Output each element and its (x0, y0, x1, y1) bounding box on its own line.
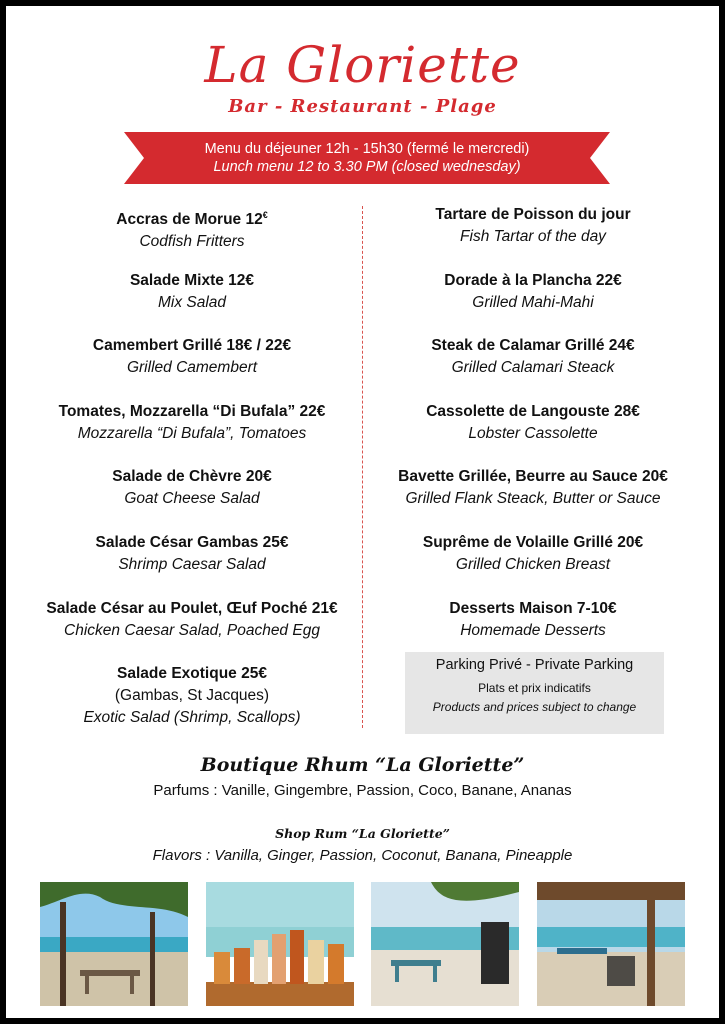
menu-item-name: Cassolette de Langouste 28€ (426, 402, 640, 420)
beach-tables-photo (371, 882, 519, 1006)
menu-item-translation: Mix Salad (157, 293, 227, 311)
menu-column-left (22, 204, 362, 729)
menu-item-name: Tartare de Poisson du jour (435, 206, 631, 223)
menu-item-translation: Fish Tartar of the day (460, 228, 606, 245)
menu-item (22, 466, 362, 532)
menu-item (363, 335, 703, 401)
menu-item (363, 401, 703, 467)
restaurant-subtitle: Bar - Restaurant - Plage (228, 96, 497, 117)
menu-item-name: Salade César au Poulet, Œuf Poché 21€ (46, 599, 338, 617)
menu-item (22, 204, 362, 270)
rum-shop-title-en: Shop Rum “La Gloriette” (275, 826, 450, 841)
beach-terrace-photo (40, 882, 188, 1006)
banner-line-en: Lunch menu 12 to 3.30 PM (closed wednesday) (213, 159, 521, 175)
menu-item-name: Salade de Chèvre 20€ (112, 468, 272, 486)
menu-item-name: Salade Mixte 12€ (129, 271, 255, 289)
menu-item-translation: Grilled Chicken Breast (455, 555, 611, 573)
menu-item-translation: Grilled Mahi-Mahi (472, 293, 594, 311)
menu-item-name: Steak de Calamar Grillé 24€ (431, 337, 635, 355)
menu-item-name: Suprême de Volaille Grillé 20€ (422, 533, 644, 551)
info-box (405, 652, 664, 734)
menu-item-name: Tomates, Mozzarella “Di Bufala” 22€ (58, 402, 326, 420)
price-note-fr: Plats et prix indicatifs (478, 681, 591, 695)
banner-ribbon (124, 132, 610, 184)
beach-bar-photo (537, 882, 685, 1006)
menu-page (6, 6, 719, 1018)
menu-item (22, 401, 362, 467)
menu-item (363, 270, 703, 336)
menu-item-translation: Exotic Salad (Shrimp, Scallops) (83, 709, 301, 727)
menu-item-name: Salade Exotique 25€ (117, 665, 267, 683)
menu-item-translation: Codfish Fritters (139, 233, 245, 251)
menu-item (22, 335, 362, 401)
menu-item (22, 270, 362, 336)
menu-item (363, 466, 703, 532)
rum-bottles-photo (206, 882, 354, 1006)
menu-item-currency: € (262, 210, 268, 220)
menu-item-name: Bavette Grillée, Beurre au Sauce 20€ (398, 468, 668, 486)
menu-item (22, 598, 362, 664)
menu-item (22, 532, 362, 598)
rum-shop-title: Boutique Rhum “La Gloriette” (200, 754, 525, 776)
rum-flavors-fr: Parfums : Vanille, Gingembre, Passion, Coco, Banane, Ananas (153, 782, 572, 799)
menu-item-translation: Grilled Calamari Steack (451, 359, 615, 377)
menu-item-detail: (Gambas, St Jacques) (114, 687, 270, 705)
menu-item-translation: Homemade Desserts (460, 621, 606, 639)
menu-item-translation: Goat Cheese Salad (124, 490, 260, 508)
menu-item-name: Salade César Gambas 25€ (95, 533, 289, 551)
restaurant-title: La Gloriette (204, 36, 521, 94)
menu-item-translation: Chicken Caesar Salad, Poached Egg (64, 621, 320, 639)
menu-item-name: Accras de Morue 12 (116, 211, 263, 229)
menu-item-translation: Shrimp Caesar Salad (118, 555, 266, 573)
lunch-hours-banner (124, 132, 610, 184)
menu-item-translation: Grilled Camembert (126, 359, 258, 377)
menu-item (363, 532, 703, 598)
menu-item (363, 204, 703, 270)
parking-info: Parking Privé - Private Parking (435, 657, 634, 673)
menu-item-name: Camembert Grillé 18€ / 22€ (92, 337, 292, 355)
rum-flavors-en: Flavors : Vanilla, Ginger, Passion, Coconut, Banana, Pineapple (152, 847, 573, 864)
menu-item-translation: Grilled Flank Steack, Butter or Sauce (405, 490, 661, 508)
menu-item-translation: Lobster Cassolette (468, 424, 598, 442)
menu-column-right (363, 204, 703, 663)
menu-item-name: Desserts Maison 7-10€ (449, 599, 617, 617)
menu-item (22, 663, 362, 729)
banner-line-fr: Menu du déjeuner 12h - 15h30 (fermé le mercredi) (204, 141, 530, 157)
menu-item-translation: Mozzarella “Di Bufala”, Tomatoes (77, 424, 307, 442)
price-note-en: Products and prices subject to change (432, 700, 637, 714)
menu-item-name: Dorade à la Plancha 22€ (444, 271, 622, 289)
